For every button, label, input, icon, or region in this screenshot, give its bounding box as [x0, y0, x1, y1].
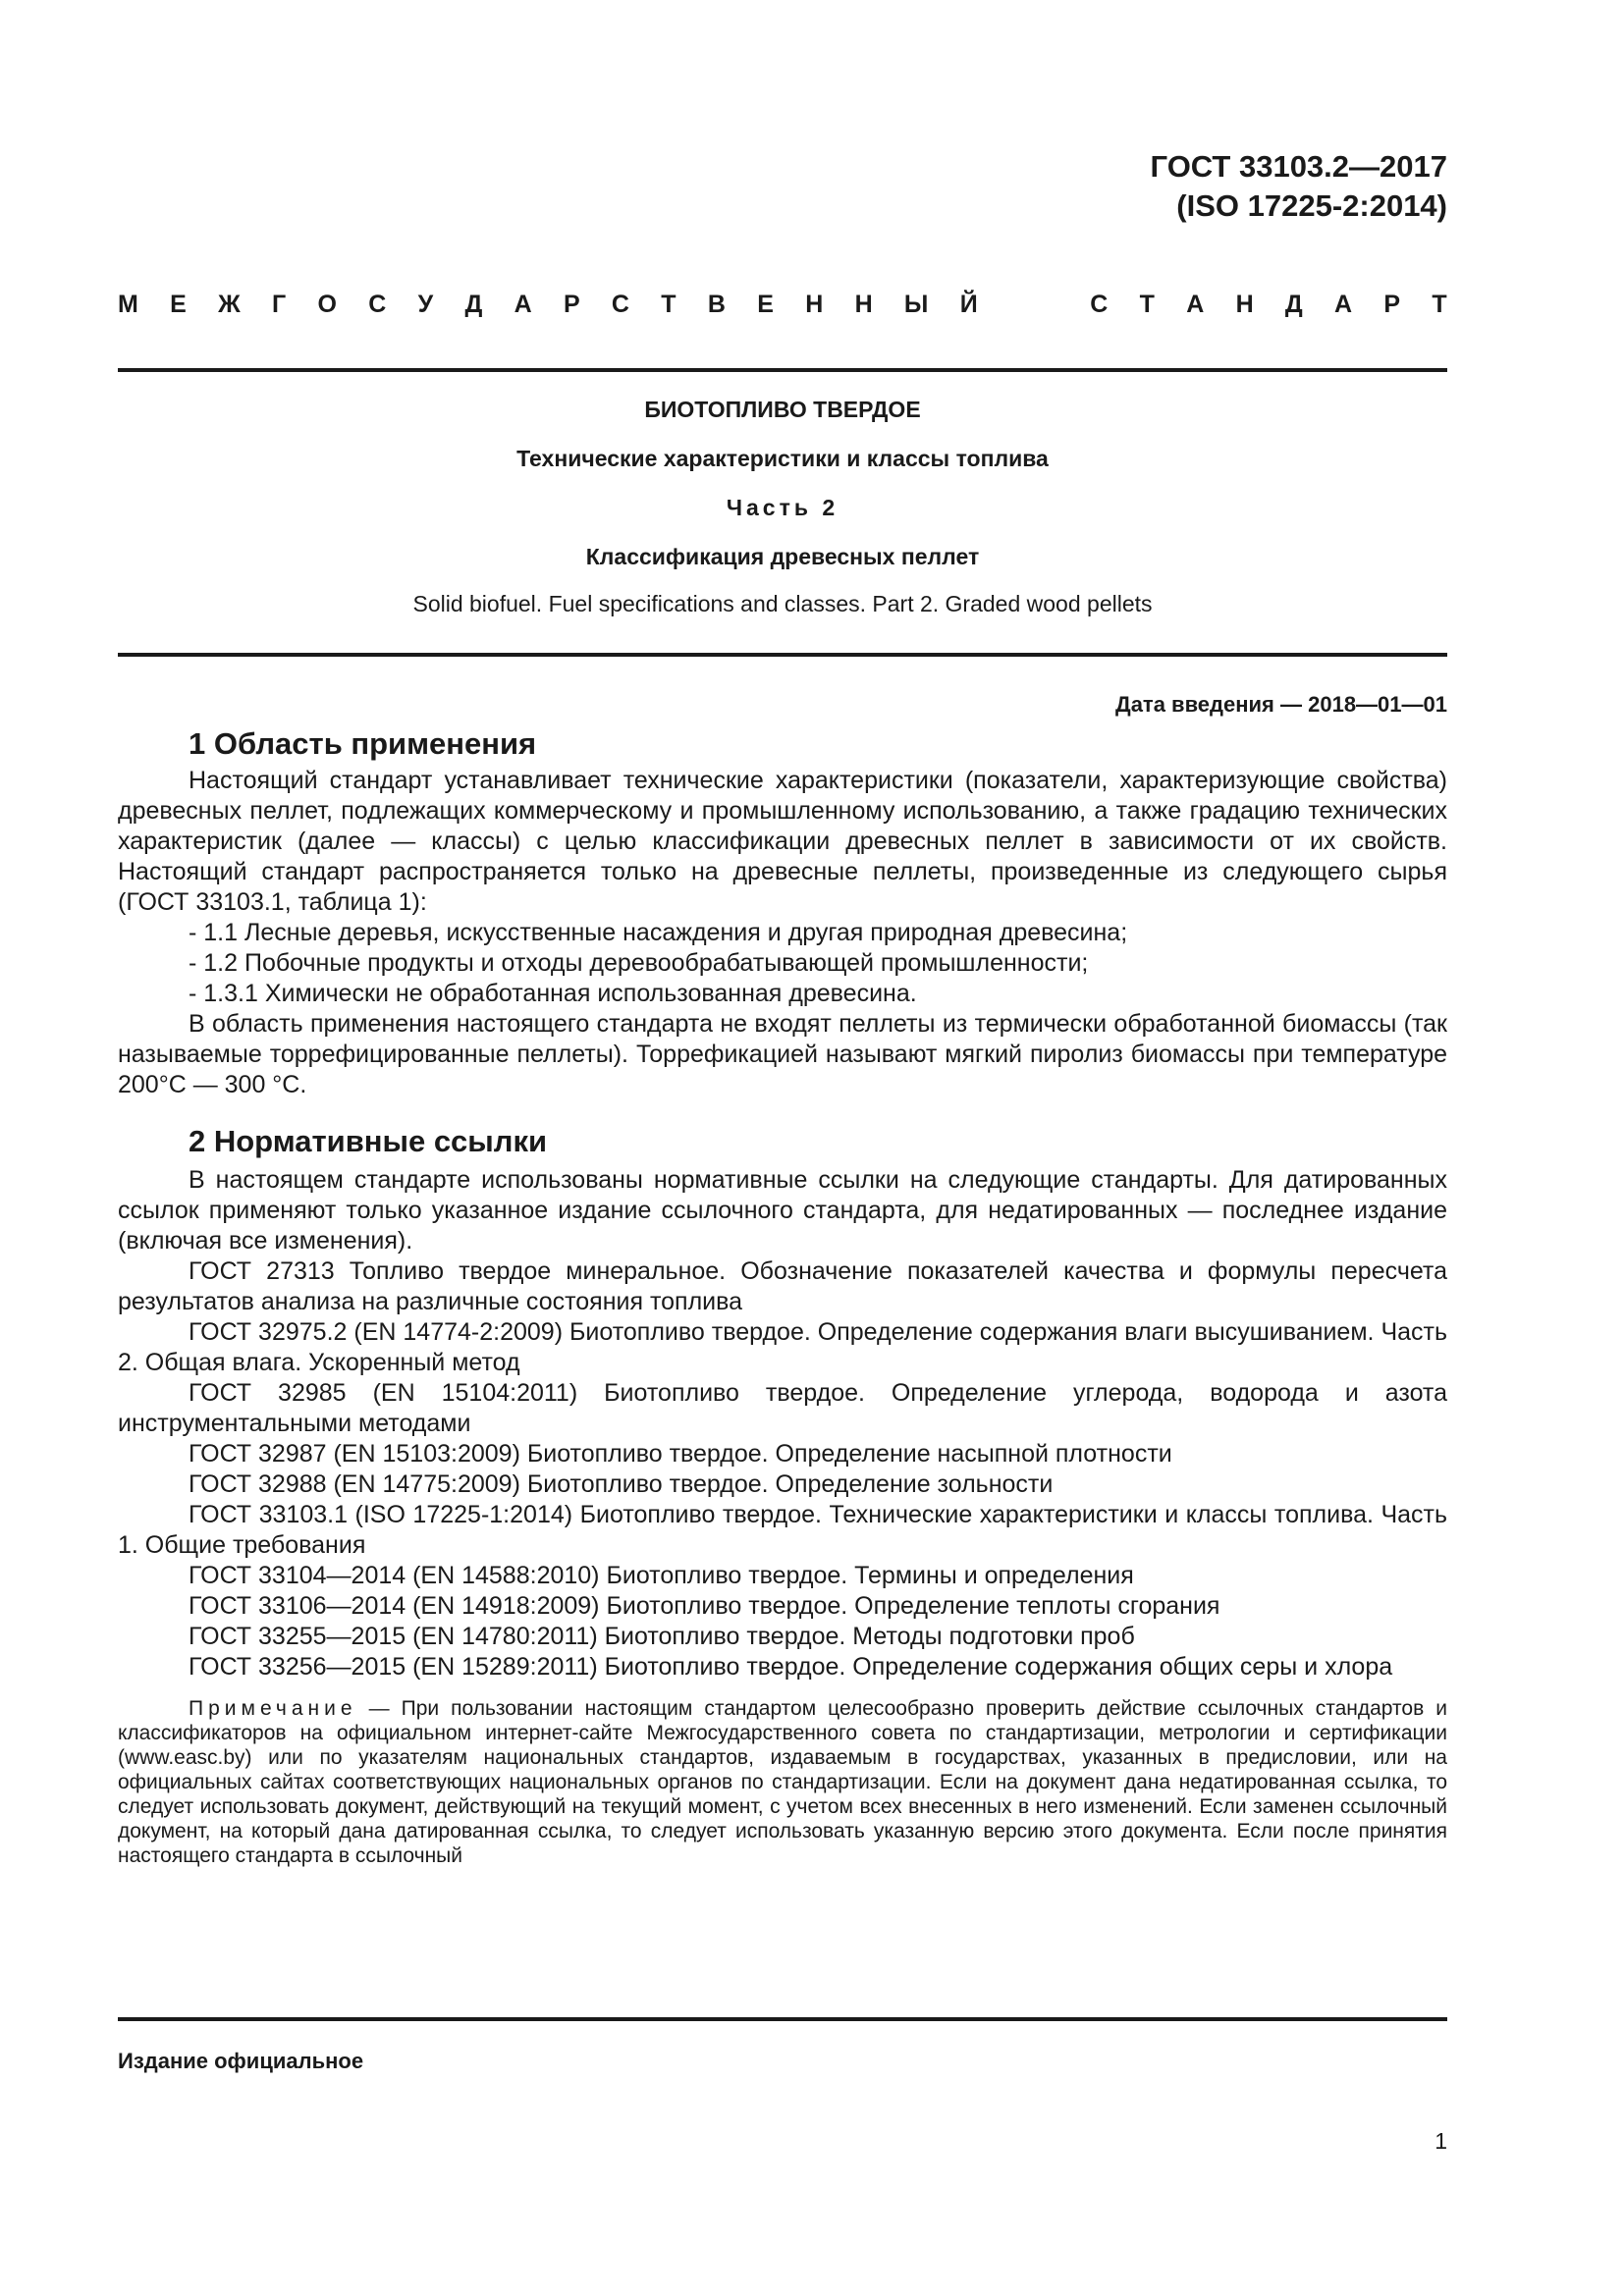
note-label: Примечание — [189, 1697, 357, 1720]
banner-letter: Ж — [218, 291, 241, 318]
title-english: Solid biofuel. Fuel specifications and classes. Part 2. Graded wood pellets — [412, 591, 1153, 616]
banner-word-gap — [1009, 288, 1058, 321]
divider-footer — [118, 2017, 1447, 2021]
banner-letter: Н — [1235, 291, 1254, 318]
title-main: БИОТОПЛИВО ТВЕРДОЕ — [644, 397, 921, 422]
banner-letter: Д — [464, 291, 483, 318]
banner-letter: Г — [272, 291, 287, 318]
banner-letter: О — [317, 291, 337, 318]
list-item: - 1.2 Побочные продукты и отходы деревообрабатывающей промышленности; — [189, 949, 1089, 977]
banner-letter: Д — [1284, 291, 1303, 318]
banner-letter: Н — [805, 291, 824, 318]
banner-letter: Ы — [903, 291, 929, 318]
section-1-paragraph: Настоящий стандарт устанавливает технические характеристики (показатели, характеризующие свойства) древесных пеллет, подлежащих коммерческому и промышленному использованию, а также градацию технических характеристик (далее — классы) с целью классификации древесных пеллет в зависимости от их свойств. Настоящий стандарт распространяется только на древесные пеллеты, произведенные из следующего сырья (ГОСТ 33103.1, таблица 1): — [118, 767, 1447, 916]
title-block — [118, 395, 1447, 618]
introduction-date: Дата введения — 2018—01—01 — [1115, 692, 1447, 717]
page-number: 1 — [1435, 2128, 1447, 2154]
banner-letter: С — [1090, 291, 1109, 318]
banner-letter: А — [1334, 291, 1353, 318]
section-2-paragraph: В настоящем стандарте использованы нормативные ссылки на следующие стандарты. Для датированных ссылок применяют только указанное издание ссылочного стандарта, для недатированных — последнее издание (включая все изменения). — [118, 1166, 1447, 1255]
official-edition-label: Издание официальное — [118, 2049, 364, 2073]
divider-top — [118, 368, 1447, 372]
gost-number: ГОСТ 33103.2—2017 — [1150, 149, 1447, 184]
banner-letter: Н — [854, 291, 873, 318]
banner-letter: Р — [563, 291, 580, 318]
list-item: - 1.1 Лесные деревья, искусственные насаждения и другая природная древесина; — [189, 919, 1128, 946]
section-1-paragraph: В область применения настоящего стандарта не входят пеллеты из термически обработанной биомассы (так называемые торрефицированные пеллеты). Торрефикацией называют мягкий пиролиз биомассы при температуре 200°С — 300 °С. — [118, 1010, 1447, 1098]
reference-item: ГОСТ 27313 Топливо твердое минеральное. Обозначение показателей качества и формулы пересчета результатов анализа на различные состояния топлива — [118, 1257, 1447, 1315]
title-subtitle: Технические характеристики и классы топлива — [516, 446, 1049, 471]
section-1-heading: 1 Область применения — [189, 726, 537, 761]
banner-letter: В — [707, 291, 726, 318]
banner-letter: С — [611, 291, 629, 318]
divider-title — [118, 653, 1447, 657]
banner-letter: Р — [1383, 291, 1401, 318]
reference-item: ГОСТ 33256—2015 (EN 15289:2011) Биотопливо твердое. Определение содержания общих серы и хлора — [189, 1653, 1393, 1681]
note-text: — При пользовании настоящим стандартом целесообразно проверить действие ссылочных стандартов и классификаторов на официальном интернет-сайте Межгосударственного совета по стандартизации, метрологии и сертификации (www.easc.by) или по указателям национальных стандартов, издаваемым в государствах, указанных в предисловии, или на официальных сайтах соответствующих национальных органов по стандартизации. Если на документ дана недатированная ссылка, то следует использовать документ, действующий на текущий момент, с учетом всех внесенных в него изменений. Если заменен ссылочный документ, на который дана датированная ссылка, то следует использовать указанную версию этого документа. Если после принятия настоящего стандарта в ссылочный — [118, 1697, 1447, 1867]
title-part: Часть 2 — [726, 495, 839, 520]
banner-letter: Е — [170, 291, 187, 318]
reference-item: ГОСТ 32988 (EN 14775:2009) Биотопливо твердое. Определение зольности — [189, 1470, 1054, 1498]
reference-item: ГОСТ 33106—2014 (EN 14918:2009) Биотопливо твердое. Определение теплоты сгорания — [189, 1592, 1220, 1620]
title-classification: Классификация древесных пеллет — [585, 544, 980, 569]
list-item: - 1.3.1 Химически не обработанная использованная древесина. — [189, 980, 917, 1007]
banner-letter: Й — [959, 291, 978, 318]
banner-letter: А — [1186, 291, 1205, 318]
reference-item: ГОСТ 32975.2 (EN 14774-2:2009) Биотопливо твердое. Определение содержания влаги высушиванием. Часть 2. Общая влага. Ускоренный метод — [118, 1318, 1447, 1376]
reference-item: ГОСТ 33103.1 (ISO 17225-1:2014) Биотопливо твердое. Технические характеристики и классы топлива. Часть 1. Общие требования — [118, 1501, 1447, 1559]
interstate-standard-banner — [118, 288, 1447, 321]
banner-letter: Т — [1432, 291, 1447, 318]
iso-number: (ISO 17225-2:2014) — [1176, 188, 1447, 223]
banner-letter: Т — [661, 291, 677, 318]
note-paragraph — [118, 1696, 1447, 1868]
document-number-block — [1151, 147, 1447, 226]
banner-letter: С — [368, 291, 387, 318]
banner-letter: А — [514, 291, 532, 318]
banner-letter: Е — [757, 291, 774, 318]
reference-item: ГОСТ 33104—2014 (EN 14588:2010) Биотопливо твердое. Термины и определения — [189, 1562, 1134, 1589]
reference-item: ГОСТ 32987 (EN 15103:2009) Биотопливо твердое. Определение насыпной плотности — [189, 1440, 1172, 1468]
reference-item: ГОСТ 33255—2015 (EN 14780:2011) Биотопливо твердое. Методы подготовки проб — [189, 1623, 1135, 1650]
banner-letter: У — [417, 291, 434, 318]
section-2-heading: 2 Нормативные ссылки — [189, 1124, 548, 1158]
reference-item: ГОСТ 32985 (EN 15104:2011) Биотопливо твердое. Определение углерода, водорода и азота инструментальными методами — [118, 1379, 1447, 1437]
document-body — [118, 724, 1447, 1868]
banner-letter: Т — [1139, 291, 1155, 318]
banner-letter: М — [118, 291, 138, 318]
